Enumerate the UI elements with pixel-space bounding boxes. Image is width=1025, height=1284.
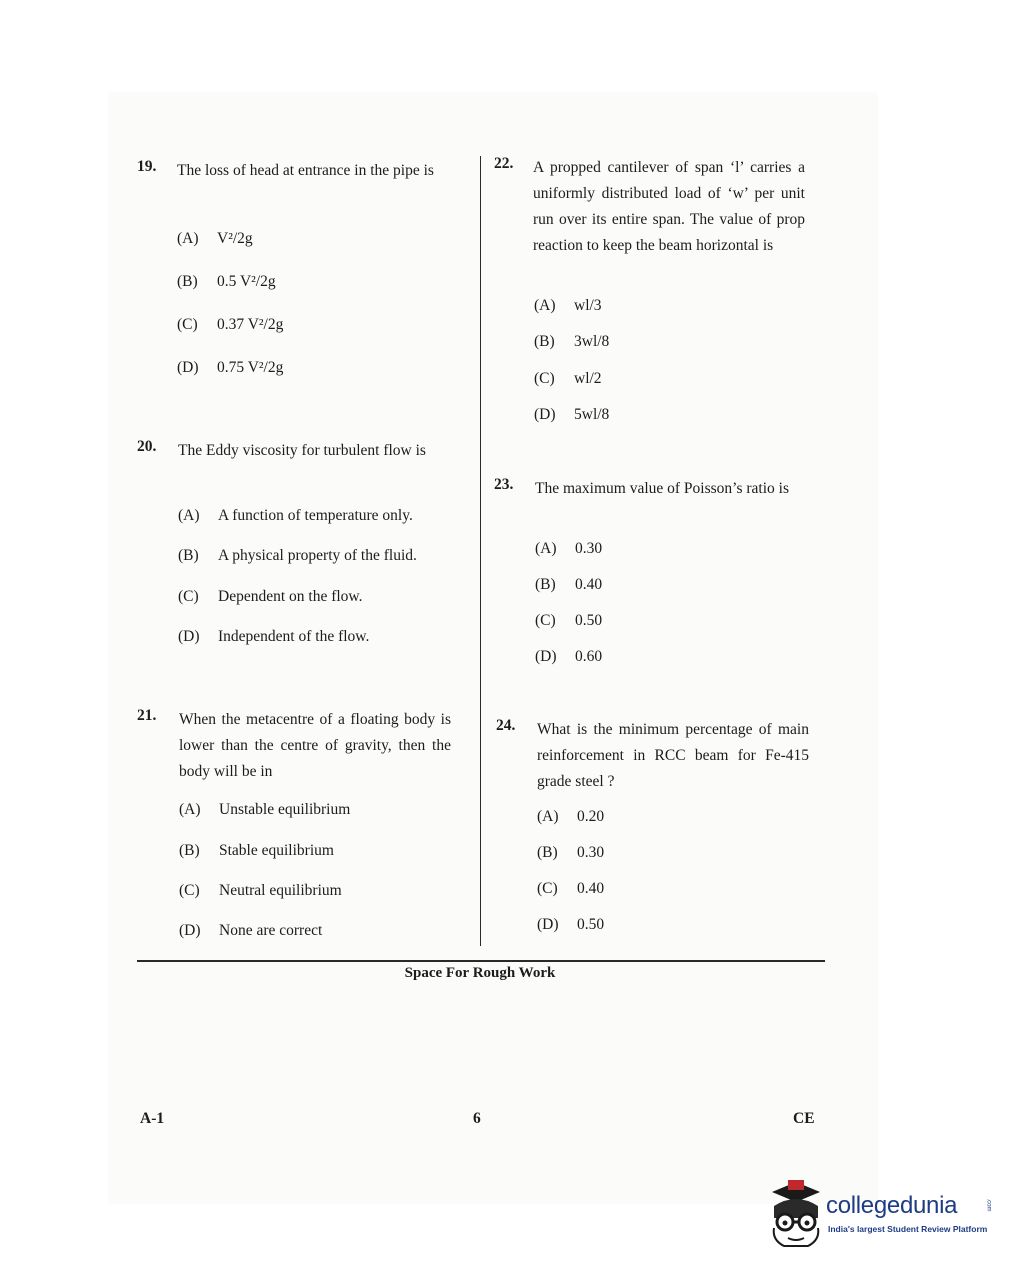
option-b: (B) 3wl/8 [534,333,610,350]
question-text: A propped cantilever of span ‘l’ carries a uniformly distributed load of ‘w’ per unit run over its entire span. The value of prop reaction to keep the beam horizontal is [533,159,805,254]
question-number: 22. [494,155,514,172]
subject-code: CE [793,1110,815,1127]
option-d: (D) Independent of the flow. [178,628,370,645]
question-text: The Eddy viscosity for turbulent flow is [178,442,426,459]
question-number: 21. [137,707,157,724]
rough-work-label: Space For Rough Work [404,965,556,981]
option-b: (B) A physical property of the fluid. [178,547,417,564]
question-number: 24. [496,717,516,734]
column-divider [480,156,481,946]
option-b: (B) 0.5 V²/2g [177,273,276,290]
option-d: (D) 5wl/8 [534,406,610,423]
option-d: (D) None are correct [179,922,323,939]
option-c: (C) wl/2 [534,370,602,387]
footer-code: A-1 [140,1110,165,1127]
question-text: The loss of head at entrance in the pipe is [177,162,434,179]
question-number: 19. [137,158,157,175]
option-a: (A) 0.20 [537,808,605,825]
option-c: (C) 0.40 [537,880,605,897]
option-c: (C) Neutral equilibrium [179,882,342,899]
question-text: What is the minimum percentage of main reinforcement in RCC beam for Fe-415 grade steel ? [537,721,809,790]
option-c: (C) 0.37 V²/2g [177,316,284,333]
brand-tagline: India's largest Student Review Platform [828,1224,988,1234]
option-a: (A) V²/2g [177,230,253,247]
option-a: (A) wl/3 [534,297,602,314]
option-c: (C) Dependent on the flow. [178,588,363,605]
option-a: (A) 0.30 [535,540,603,557]
collegedunia-logo [766,1178,996,1258]
question-number: 20. [137,438,157,455]
brand-name: collegedunia [826,1192,958,1219]
question-text: When the metacentre of a floating body is lower than the centre of gravity, then the body will be in [179,711,451,780]
brand-suffix: .com [985,1198,992,1212]
option-c: (C) 0.50 [535,612,603,629]
option-a: (A) A function of temperature only. [178,507,413,524]
page-number: 6 [473,1110,481,1127]
option-d: (D) 0.50 [537,916,605,933]
option-b: (B) 0.40 [535,576,603,593]
option-a: (A) Unstable equilibrium [179,801,351,818]
section-rule [137,960,825,962]
question-text: The maximum value of Poisson’s ratio is [535,480,790,497]
option-b: (B) Stable equilibrium [179,842,334,859]
question-number: 23. [494,476,514,493]
graduate-mascot-icon [766,1178,828,1252]
option-d: (D) 0.75 V²/2g [177,359,284,376]
option-d: (D) 0.60 [535,648,603,665]
option-b: (B) 0.30 [537,844,605,861]
